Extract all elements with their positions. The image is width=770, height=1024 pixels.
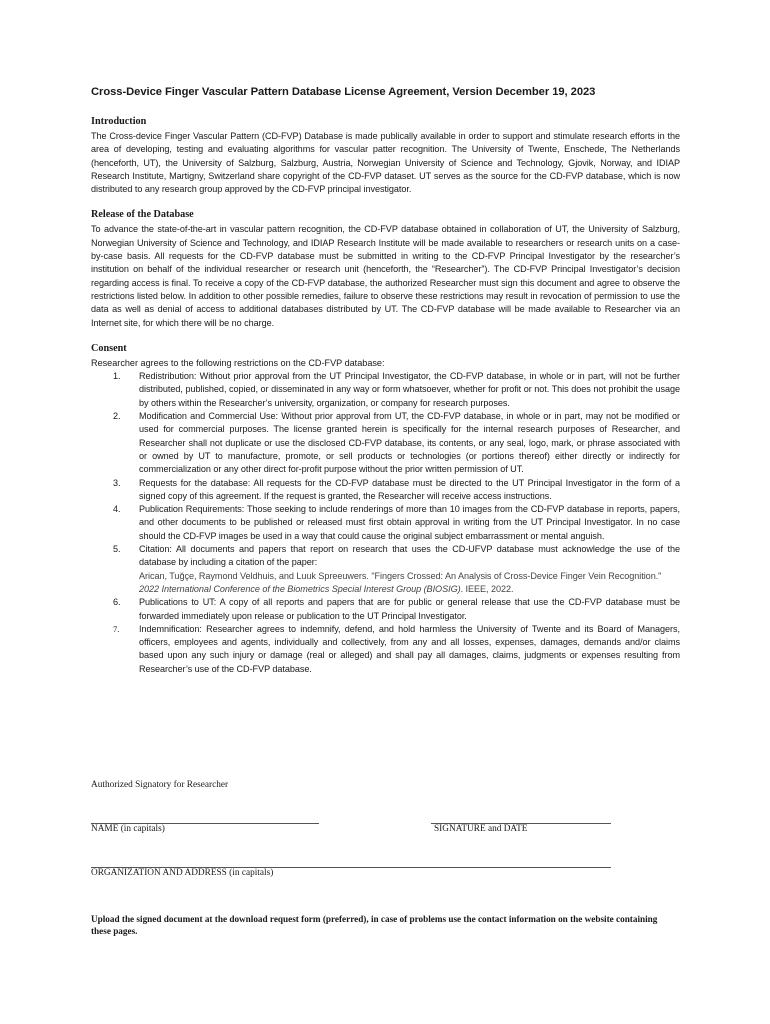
restrictions-list xyxy=(91,370,680,676)
item-text: Redistribution: Without prior approval from the UT Principal Investigator, the CD-FVP database, in whole or in part, will not be further distributed, published, copied, or disseminated in any way or form whatsoever, whether for profit or not. This does not prohibit the usage by others within the Researcher’s university, organization, or company for research purposes. xyxy=(139,371,680,408)
document-body xyxy=(91,86,680,676)
citation-venue: 2022 International Conference of the Biometrics Special Interest Group (BIOSIG) xyxy=(139,583,461,594)
introduction-section xyxy=(91,115,680,196)
consent-intro: Researcher agrees to the following restrictions on the CD-FVP database: xyxy=(91,357,385,368)
citation-authors: Arican, Tuğçe, Raymond Veldhuis, and Luuk Spreeuwers. "Fingers Crossed: An Analysis of Cross-Device Finger Vein Recognition." xyxy=(139,570,662,581)
signature-date-label: SIGNATURE and DATE xyxy=(434,824,528,834)
item-number: 4. xyxy=(113,504,121,515)
introduction-text: The Cross-device Finger Vascular Pattern (CD-FVP) Database is made publically available in order to support and stimulate research efforts in the area of developing, testing and evaluating algorithms for vascular patter recognition. The University of Twente, Enschede, The Netherlands (henceforth, UT), the University of Salzburg, Salzburg, Austria, Norwegian University of Science and Technology, Gjovik, Norway, and IDIAP Research Institute, Martigny, Switzerland share copyright of the CD-FVP dataset. UT serves as the source for the CD-FVP database, which is now distributed to any research group approved by the CD-FVP principal investigator. xyxy=(91,131,680,195)
item-number: 7. xyxy=(113,623,120,634)
item-number: 1. xyxy=(113,371,121,382)
name-label: NAME (in capitals) xyxy=(91,824,165,834)
release-section xyxy=(91,208,680,329)
item-number: 5. xyxy=(113,544,121,555)
item-number: 6. xyxy=(113,597,121,608)
citation-publisher: . IEEE, 2022. xyxy=(460,583,514,594)
item-number: 2. xyxy=(113,411,121,422)
authorized-signatory-label: Authorized Signatory for Researcher xyxy=(91,780,229,790)
list-item xyxy=(91,503,680,543)
item-text: Indemnification: Researcher agrees to indemnify, defend, and hold harmless the University of Twente and its Board of Managers, officers, employees and agents, individually and collectively, from any and all losses, expenses, damages, demands and/or claims based upon any such injury or damage (real or alleged) and shall pay all damages, claims, judgments or expenses resulting from Researcher’s use of the CD-FVP database. xyxy=(139,623,680,674)
list-item xyxy=(91,623,680,676)
list-item xyxy=(91,477,680,504)
item-text: Citation: All documents and papers that report on research that uses the CD-UFVP database must acknowledge the use of the database by including a citation of the paper: xyxy=(139,544,680,568)
list-item xyxy=(91,370,680,410)
organization-label: ORGANIZATION AND ADDRESS (in capitals) xyxy=(91,868,274,878)
introduction-heading: Introduction xyxy=(91,116,147,127)
item-text: Publication Requirements: Those seeking to include renderings of more than 10 images from the CD-FVP database in reports, papers, and other documents to be published or released must first obtain approval in writing from the UT Principal Investigator. In no case should the CD-FVP images be used in a way that could cause the original subject embarrassment or mental anguish. xyxy=(139,504,680,541)
list-item xyxy=(91,596,680,623)
release-text: To advance the state-of-the-art in vascular pattern recognition, the CD-FVP database obtained in collaboration of UT, the University of Salzburg, Norwegian University of Science and Technology, and IDIAP Research Institute will be made available to researchers or research units on a case-by-case basis. All requests for the CD-FVP database must be submitted in writing to the CD-FVP Principal Investigator by the researcher’s institution on behalf of the individual researcher or research unit (henceforth, the “Researcher”). The CD-FVP Principal Investigator’s decision regarding access is final. To receive a copy of the CD-FVP database, the authorized Researcher must sign this document and agree to observe the restrictions listed below. In addition to other possible remedies, failure to observe these restrictions may result in revocation of permission to use the data as well as denial of access to additional databases distributed by UT. The CD-FVP database will be made available to Researcher via an Internet site, for which there will be no charge. xyxy=(91,224,680,328)
list-item xyxy=(91,543,680,596)
list-item xyxy=(91,410,680,476)
item-text: Modification and Commercial Use: Without prior approval from UT, the CD-FVP database, in whole or in part, may not be modified or used for commercial purposes. The license granted herein is specifically for the internal research purposes of Researcher, and Researcher shall not duplicate or use the disclosed CD-FVP database, its contents, or any seal, logo, mark, or phrase associated with or owned by UT to manufacture, promote, or sell products or technologies (or portions thereof) either directly or indirectly for commercialization or any other direct for-profit purpose without the prior written permission of UT. xyxy=(139,411,680,475)
item-text: Publications to UT: A copy of all reports and papers that are for public or general release that use the CD-FVP database must be forwarded immediately upon release or publication to the UT Principal Investigator. xyxy=(139,597,680,621)
item-text: Requests for the database: All requests for the CD-FVP database must be directed to the UT Principal Investigator in the form of a signed copy of this agreement. If the request is granted, the Researcher will receive access instructions. xyxy=(139,477,680,501)
document-title: Cross-Device Finger Vascular Pattern Database License Agreement, Version December 19, 2023 xyxy=(91,86,596,98)
upload-instructions: Upload the signed document at the download request form (preferred), in case of problems use the contact information on the website containing these pages. xyxy=(91,914,658,936)
consent-section xyxy=(91,342,680,676)
release-heading: Release of the Database xyxy=(91,209,194,221)
consent-heading: Consent xyxy=(91,342,127,354)
citation xyxy=(139,570,680,597)
item-number: 3. xyxy=(113,477,121,488)
